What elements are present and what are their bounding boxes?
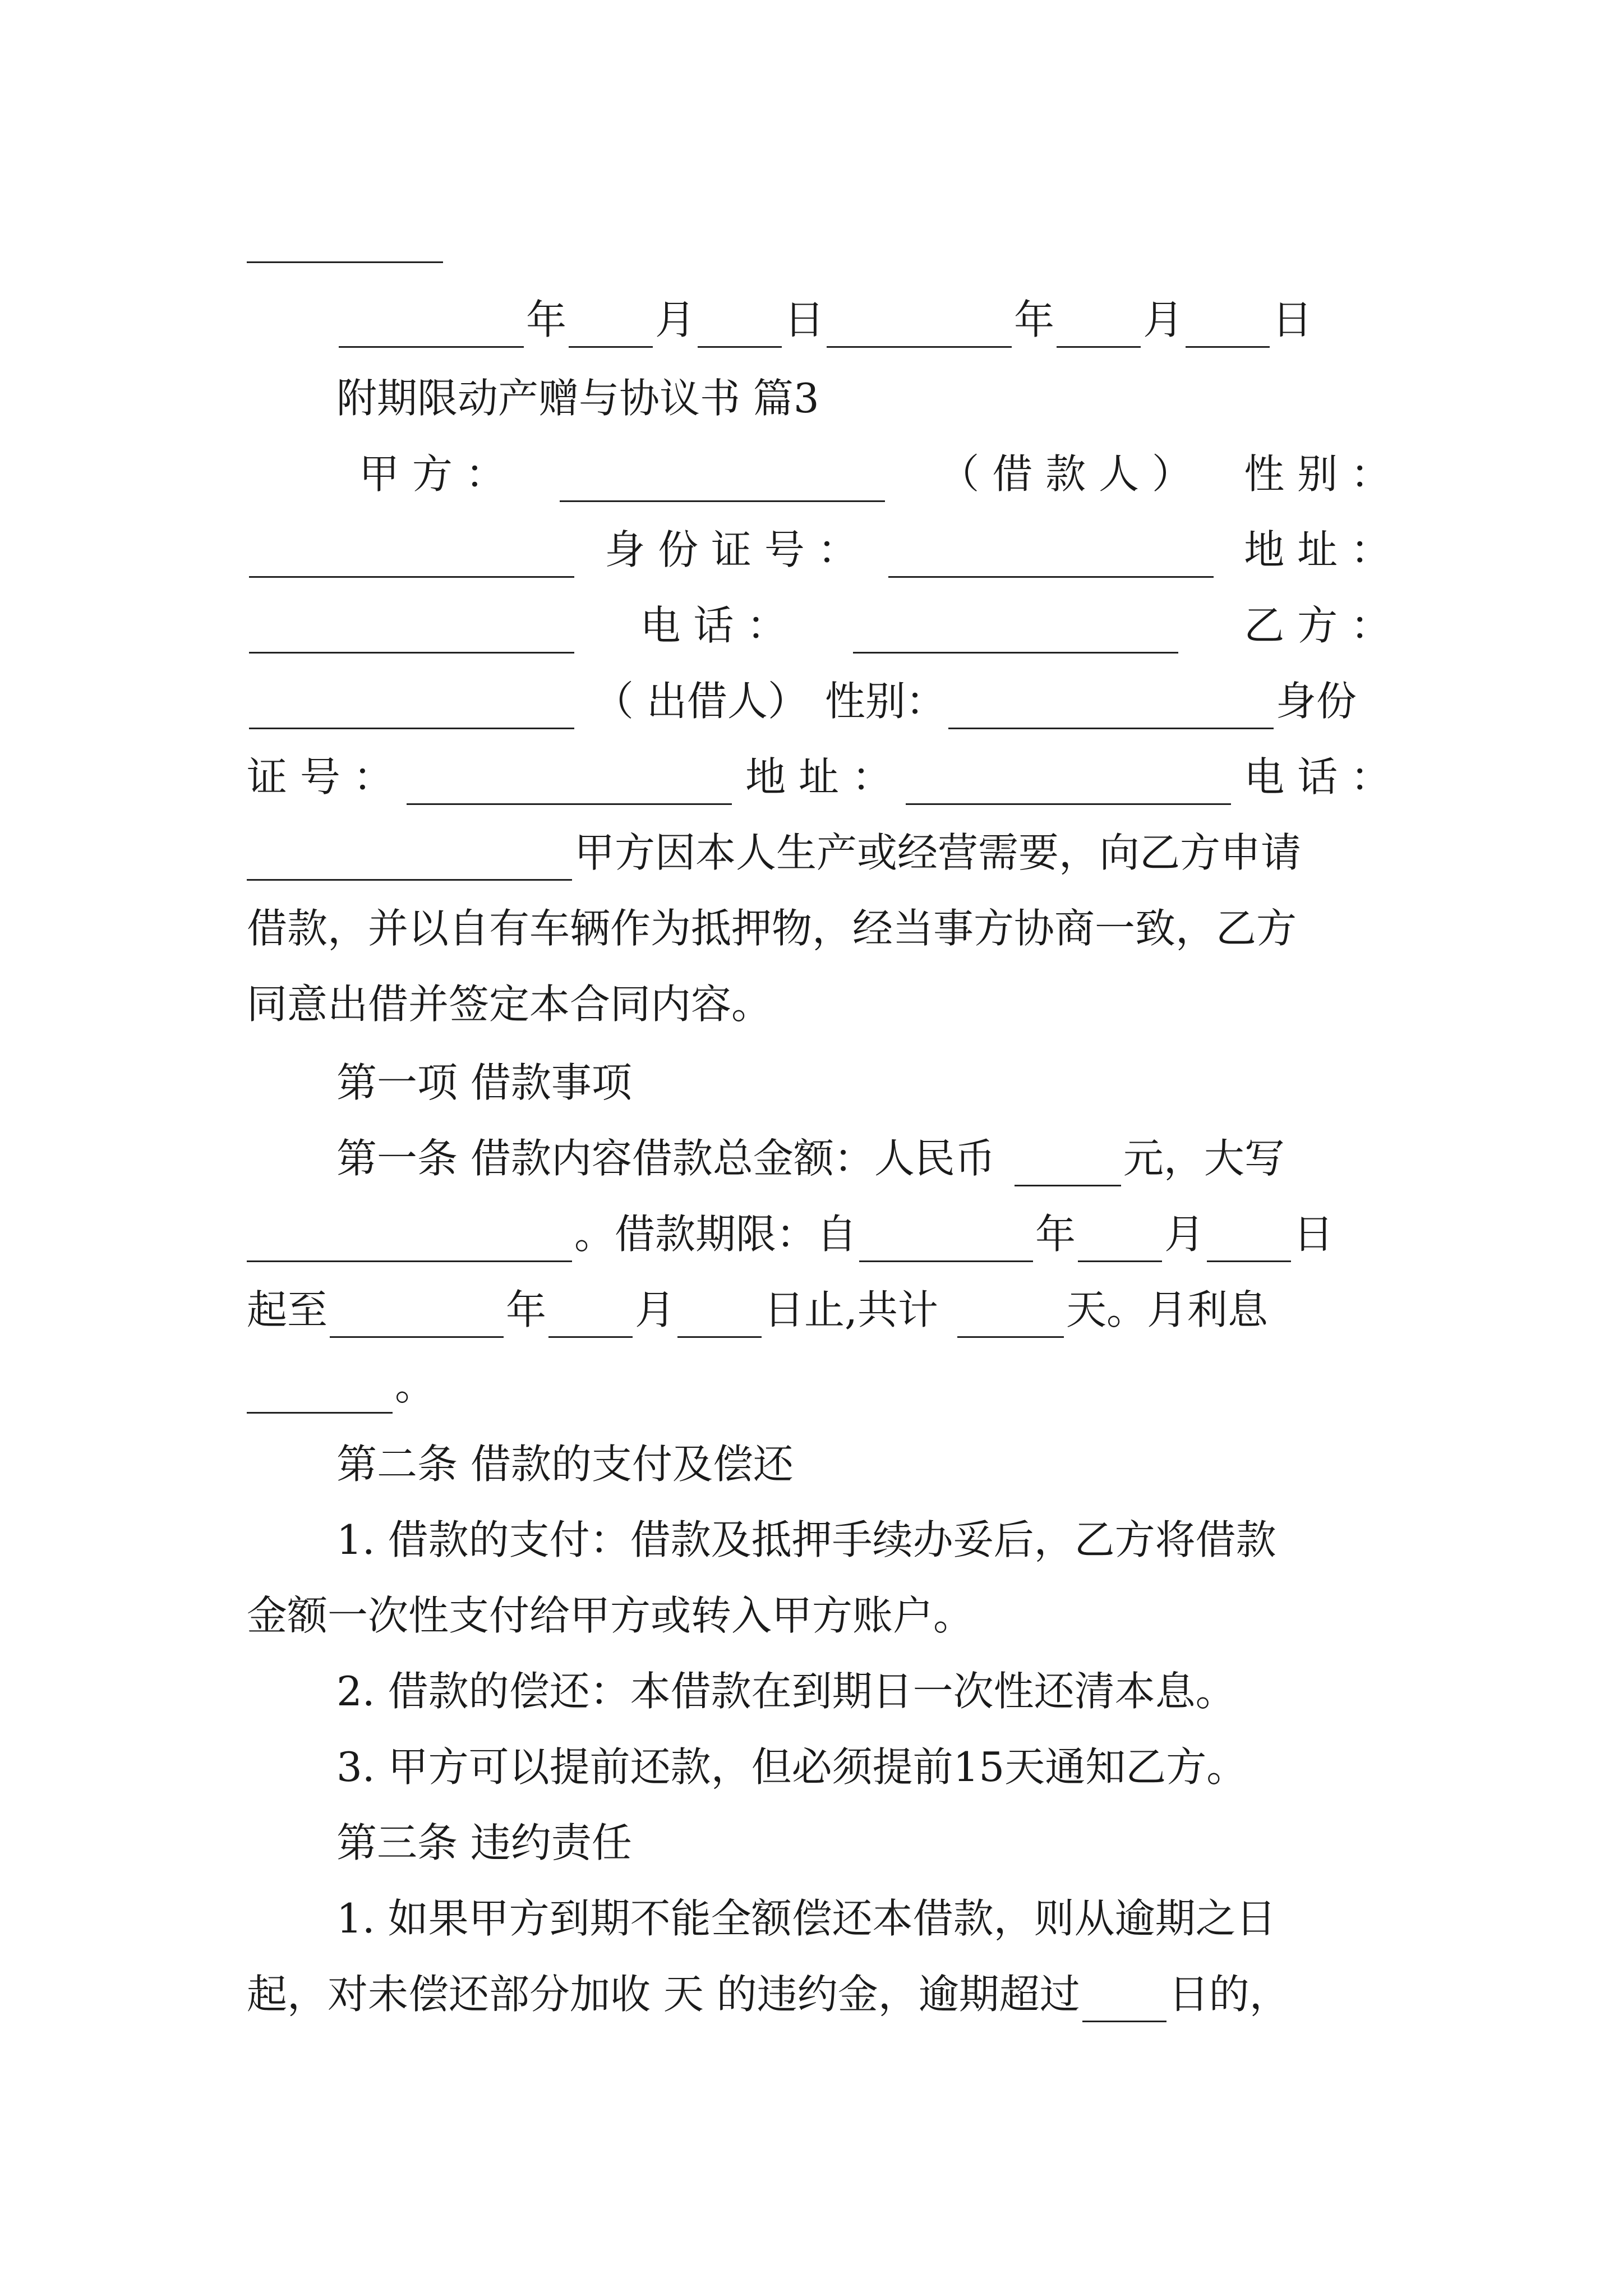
intro-text-1: 甲方因本人生产或经营需要，向乙方申请: [574, 829, 1302, 876]
article-3-item-1c-text: 日的，: [1168, 1971, 1290, 2018]
blank-party-b-name: [249, 688, 574, 729]
start-year-label: 年: [1035, 1211, 1076, 1258]
party-a-label: 甲 方 ：: [359, 450, 506, 498]
party-a-line: [359, 446, 1391, 502]
blank-gender-a: [249, 537, 574, 578]
article-1-until: 日止,共计: [764, 1286, 938, 1333]
id-label-b-end: 证 号 ：: [247, 753, 394, 800]
article-2-item-2-text: 2. 借款的偿还：本借款在到期日一次性还清本息。: [336, 1668, 1236, 1715]
article-2-item-3-text: 3. 甲方可以提前还款，但必须提前15天通知乙方。: [336, 1743, 1247, 1791]
section-1-title: [247, 1055, 1391, 1111]
month-label: 月: [655, 296, 696, 343]
id-address-b-line: [247, 749, 1391, 805]
blank-amount: [1015, 1145, 1121, 1186]
article-3-title: [247, 1815, 1391, 1871]
blank-year-2: [827, 307, 1012, 348]
blank-end-year: [330, 1297, 504, 1338]
blank-start-year: [859, 1221, 1033, 1262]
blank-address-b: [906, 764, 1231, 805]
blank-start-month: [1078, 1221, 1162, 1262]
start-day-label: 日: [1293, 1211, 1334, 1258]
article-1-days: 天。月利息: [1066, 1286, 1268, 1333]
address-label-b: 地 址 ：: [745, 753, 892, 800]
article-2-item-1a: [247, 1512, 1391, 1568]
intro-line-2: [247, 900, 1391, 956]
blank-start-day: [1207, 1221, 1291, 1262]
article-1-line-2: [247, 1206, 1391, 1262]
article-2-item-3: [247, 1739, 1391, 1795]
id-address-line: [247, 522, 1391, 578]
article-1-period: 。借款期限：自: [574, 1211, 857, 1258]
document-heading: [247, 370, 1391, 426]
article-2-item-1b-text: 金额一次性支付给甲方或转入甲方账户。: [247, 1592, 974, 1639]
article-2-title: [247, 1436, 1391, 1492]
start-month-label: 月: [1164, 1211, 1205, 1258]
borrower-tag: （ 借 款 人 ）: [939, 450, 1192, 498]
blank-end-day: [677, 1297, 762, 1338]
signature-blank-line: [247, 261, 443, 263]
blank-interest: [247, 1373, 393, 1414]
article-2-title-text: 第二条 借款的支付及偿还: [336, 1441, 794, 1488]
end-month-label: 月: [635, 1286, 676, 1333]
article-1-line-4: [247, 1358, 1391, 1414]
phone-label-b: 电 话 ：: [1244, 753, 1391, 800]
blank-id-b: [407, 764, 732, 805]
intro-text-2: 借款，并以自有车辆作为抵押物，经当事方协商一致，乙方: [247, 905, 1297, 952]
blank-amount-words: [247, 1221, 572, 1262]
article-2-item-1b: [247, 1588, 1391, 1644]
intro-line-1: [247, 825, 1391, 881]
intro-line-3: [247, 976, 1391, 1032]
article-3-item-1a: [247, 1890, 1391, 1947]
article-3-item-1b: [247, 1966, 1391, 2022]
period-mark: 。: [395, 1362, 436, 1409]
intro-text-3: 同意出借并签定本合同内容。: [247, 981, 772, 1028]
blank-month-2: [1057, 307, 1141, 348]
blank-phone-a: [853, 613, 1178, 654]
article-1-yuan: 元，大写: [1123, 1135, 1285, 1182]
blank-year: [339, 307, 524, 348]
address-label: 地 址 ：: [1244, 526, 1391, 573]
article-1-text-a: 第一条 借款内容借款总金额：人民币: [336, 1135, 995, 1182]
phone-label: 电 话 ：: [640, 602, 787, 649]
year-label: 年: [526, 296, 567, 343]
article-2-item-1a-text: 1. 借款的支付：借款及抵押手续办妥后，乙方将借款: [336, 1516, 1276, 1563]
id-label: 身 份 证 号 ：: [605, 526, 858, 573]
blank-phone-b: [247, 840, 572, 881]
article-3-item-1b-text: 起，对未偿还部分加收 天 的违约金，逾期超过: [247, 1971, 1080, 2018]
blank-gender-b: [948, 688, 1274, 729]
article-2-item-2: [247, 1663, 1391, 1719]
lender-line: [247, 673, 1391, 729]
gender-label-b: 性别：: [824, 678, 946, 725]
blank-days: [957, 1297, 1064, 1338]
blank-id-a: [888, 537, 1214, 578]
gender-label: 性 别 ：: [1244, 450, 1391, 498]
article-1-from: 起至: [247, 1286, 328, 1333]
blank-day: [698, 307, 782, 348]
lender-tag: （ 出借人）: [593, 678, 808, 725]
article-3-title-text: 第三条 违约责任: [336, 1819, 632, 1866]
blank-end-month: [548, 1297, 633, 1338]
blank-party-a-name: [560, 461, 885, 502]
blank-overdue-days: [1082, 1981, 1166, 2022]
blank-month: [569, 307, 653, 348]
day-label: 日: [784, 296, 825, 343]
article-1-line-3: [247, 1282, 1391, 1338]
article-1-line-1: [247, 1130, 1391, 1186]
date-line: [336, 292, 1391, 348]
phone-party-b-line: [247, 597, 1391, 654]
month-label-2: 月: [1143, 296, 1184, 343]
blank-address-a: [249, 613, 574, 654]
id-label-b-start: 身份: [1275, 678, 1357, 725]
year-label-2: 年: [1014, 296, 1055, 343]
heading-text: 附期限动产赠与协议书 篇3: [336, 375, 819, 422]
article-3-item-1a-text: 1. 如果甲方到期不能全额偿还本借款，则从逾期之日: [336, 1895, 1276, 1942]
day-label-2: 日: [1272, 296, 1313, 343]
party-b-label: 乙 方 ：: [1244, 602, 1391, 649]
blank-day-2: [1186, 307, 1270, 348]
section-1-title-text: 第一项 借款事项: [336, 1059, 632, 1106]
end-year-label: 年: [506, 1286, 547, 1333]
